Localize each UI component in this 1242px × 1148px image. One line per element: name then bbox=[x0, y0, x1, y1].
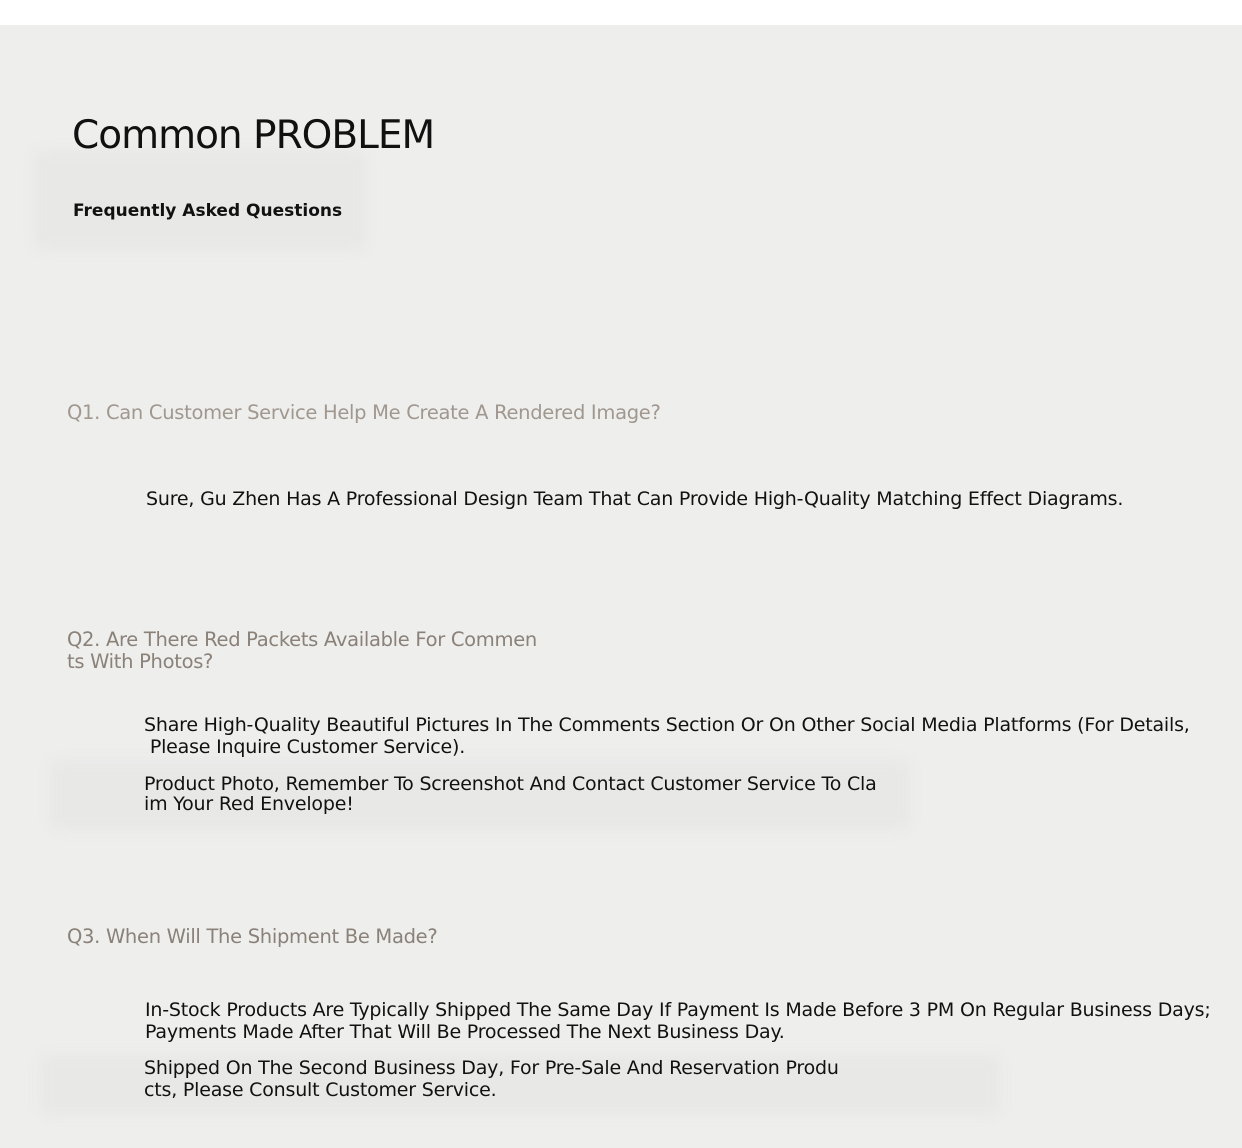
faq-question-2-line-2: ts With Photos? bbox=[67, 650, 214, 673]
faq-answer-2b bbox=[144, 774, 877, 814]
faq-question-3: Q3. When Will The Shipment Be Made? bbox=[67, 925, 438, 948]
faq-question-1: Q1. Can Customer Service Help Me Create A Rendered Image? bbox=[67, 401, 661, 424]
top-strip bbox=[0, 0, 1242, 25]
faq-question-2 bbox=[67, 629, 537, 673]
faq-answer-3b bbox=[144, 1057, 839, 1101]
faq-answer-1: Sure, Gu Zhen Has A Professional Design Team That Can Provide High-Quality Matching Effect Diagrams. bbox=[146, 488, 1124, 510]
page-subtitle: Frequently Asked Questions bbox=[73, 201, 343, 221]
faq-panel bbox=[0, 25, 1242, 1148]
faq-question-2-line-1: Q2. Are There Red Packets Available For Commen bbox=[67, 628, 537, 651]
faq-answer-2a bbox=[144, 714, 1190, 758]
faq-answer-3a-line-1: In-Stock Products Are Typically Shipped The Same Day If Payment Is Made Before 3 PM On Regular Business Days; bbox=[145, 999, 1211, 1021]
faq-answer-2b-line-2: im Your Red Envelope! bbox=[144, 793, 354, 815]
page-title: Common PROBLEM bbox=[72, 113, 435, 158]
faq-answer-3a bbox=[145, 999, 1211, 1043]
faq-answer-2a-line-1: Share High-Quality Beautiful Pictures In The Comments Section Or On Other Social Media Platforms (For Details, bbox=[144, 714, 1190, 736]
faq-answer-2b-line-1: Product Photo, Remember To Screenshot And Contact Customer Service To Cla bbox=[144, 773, 877, 795]
faq-answer-2a-line-2: Please Inquire Customer Service). bbox=[144, 736, 466, 758]
faq-answer-3b-line-2: cts, Please Consult Customer Service. bbox=[144, 1079, 497, 1101]
background-smudge bbox=[35, 150, 365, 250]
faq-answer-3b-line-1: Shipped On The Second Business Day, For Pre-Sale And Reservation Produ bbox=[144, 1057, 839, 1079]
faq-answer-3a-line-2: Payments Made After That Will Be Processed The Next Business Day. bbox=[145, 1021, 785, 1043]
